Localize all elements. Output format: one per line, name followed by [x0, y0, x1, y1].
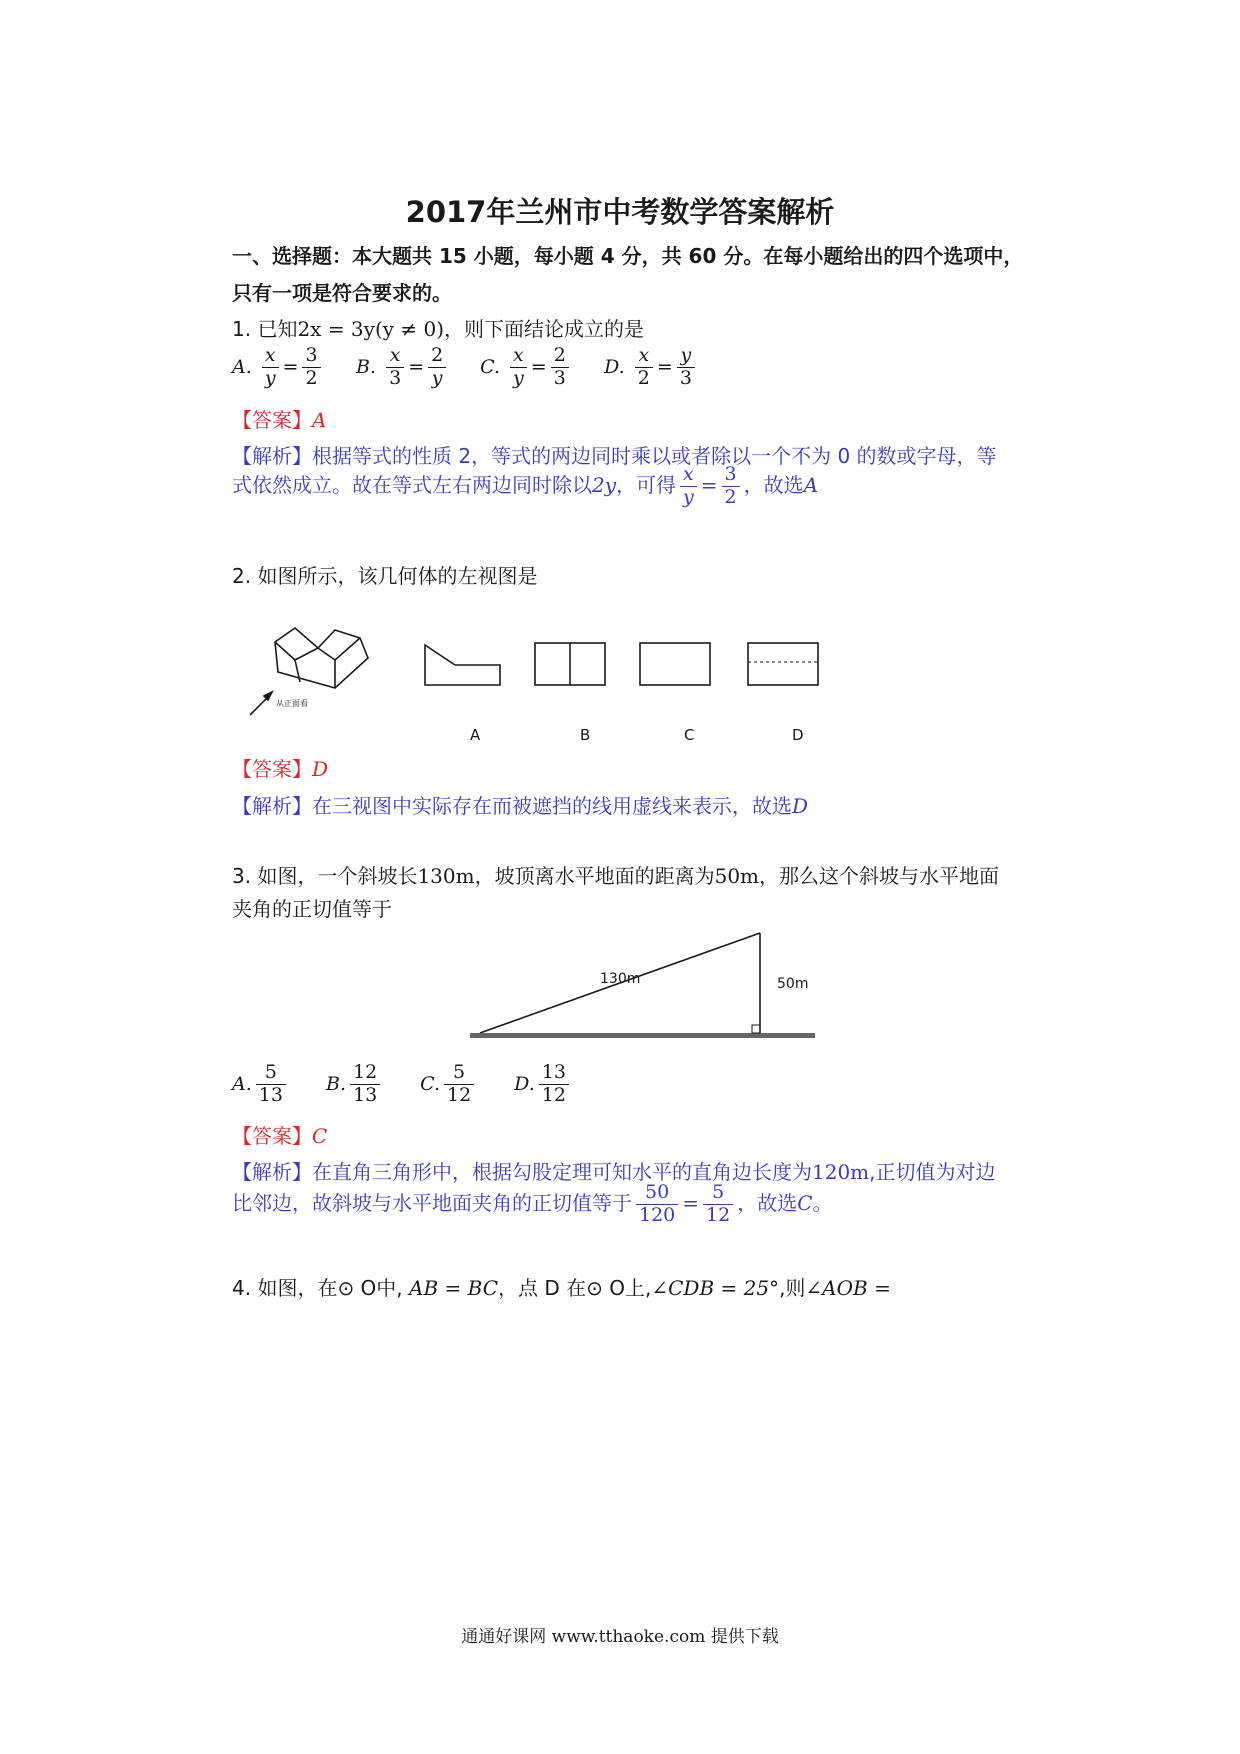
q1-stem-pre: 1. 已知: [232, 317, 298, 341]
q3-slope-figure: [470, 925, 820, 1055]
q2-explanation: 【解析】在三视图中实际存在而被遮挡的线用虚线来表示，故选D: [232, 794, 809, 818]
q4-stem: 4. 如图，在⊙ O中, AB = BC，点 D 在⊙ O上,∠CDB = 25°,则∠AOB =: [232, 1276, 891, 1300]
q1-option-b: B. $\frac{x}{3}$ = $\frac{2}{y}$: [356, 345, 474, 390]
q1-answer: 【答案】A: [232, 408, 327, 432]
q1-options: [232, 345, 722, 390]
page-footer: 通通好课网 www.tthaoke.com 提供下载: [461, 1627, 779, 1647]
q2-label-b: B: [580, 726, 591, 744]
q2-label-a: A: [470, 726, 481, 744]
section-heading-line1: 一、选择题：本大题共 15 小题，每小题 4 分，共 60 分。在每小题给出的四个选项中，: [232, 244, 1024, 268]
q2-stem: 2. 如图所示，该几何体的左视图是: [232, 564, 538, 588]
q3-stem-line1: 3. 如图，一个斜坡长130m，坡顶离水平地面的距离为50m，那么这个斜坡与水平地面: [232, 864, 1000, 888]
q2-answer: 【答案】D: [232, 757, 329, 781]
q3-ground: [470, 1033, 815, 1038]
q2-figures: [240, 600, 860, 720]
q2-option-a-shape: [425, 645, 500, 685]
q2-arrow-caption: 从正面看: [276, 699, 308, 708]
q2-option-c-shape: [640, 643, 710, 685]
q2-label-d: D: [792, 726, 804, 744]
section-heading-line2: 只有一项是符合要求的。: [232, 281, 452, 305]
q3-right-angle-mark: [752, 1025, 760, 1033]
q1-option-c: C. $\frac{x}{y}$ = $\frac{2}{3}$: [480, 345, 598, 390]
q1-option-a: A. $\frac{x}{y}$ = $\frac{3}{2}$: [232, 345, 350, 390]
q3-stem-line2: 夹角的正切值等于: [232, 897, 392, 921]
page-title: 2017年兰州市中考数学答案解析: [405, 195, 835, 229]
q1-stem-math: 2x = 3y(y ≠ 0): [297, 317, 445, 341]
q2-option-d-shape: [748, 643, 818, 685]
q1-stem-post: ，则下面结论成立的是: [444, 317, 645, 341]
q3-option-d: D. $\frac{13}{12}$: [514, 1062, 602, 1107]
q3-height-label: 50m: [777, 976, 809, 992]
q1-explanation-line1: 【解析】根据等式的性质 2，等式的两边同时乘以或者除以一个不为 0 的数或字母，等: [232, 444, 997, 468]
q2-solid-drawing: [275, 628, 368, 688]
q3-answer: 【答案】C: [232, 1124, 328, 1148]
q3-option-a: A. $\frac{5}{13}$: [232, 1062, 320, 1107]
q3-option-c: C. $\frac{5}{12}$: [420, 1062, 508, 1107]
q3-explanation-line1: 【解析】在直角三角形中，根据勾股定理可知水平的直角边长度为120m,正切值为对边: [232, 1160, 996, 1184]
q2-option-b-shape: [535, 643, 605, 685]
q3-explanation-line2: 比邻边，故斜坡与水平地面夹角的正切值等于 $\frac{50}{120}$ = $\frac{5}{12}$ ，故选C。: [232, 1181, 833, 1226]
q3-option-b: B. $\frac{12}{13}$: [326, 1062, 414, 1107]
q2-view-arrow: [250, 692, 272, 715]
q1-explanation-line2: 式依然成立。故在等式左右两边同时除以2y，可得 $\frac{x}{y}$ = $\frac{3}{2}$ ，故选A: [232, 463, 819, 508]
q1-stem: [232, 313, 644, 342]
q1-option-d: D. $\frac{x}{2}$ = $\frac{y}{3}$: [604, 345, 722, 390]
q3-slope-label: 130m: [600, 971, 641, 987]
q3-options: [232, 1062, 602, 1107]
q2-label-c: C: [684, 726, 695, 744]
